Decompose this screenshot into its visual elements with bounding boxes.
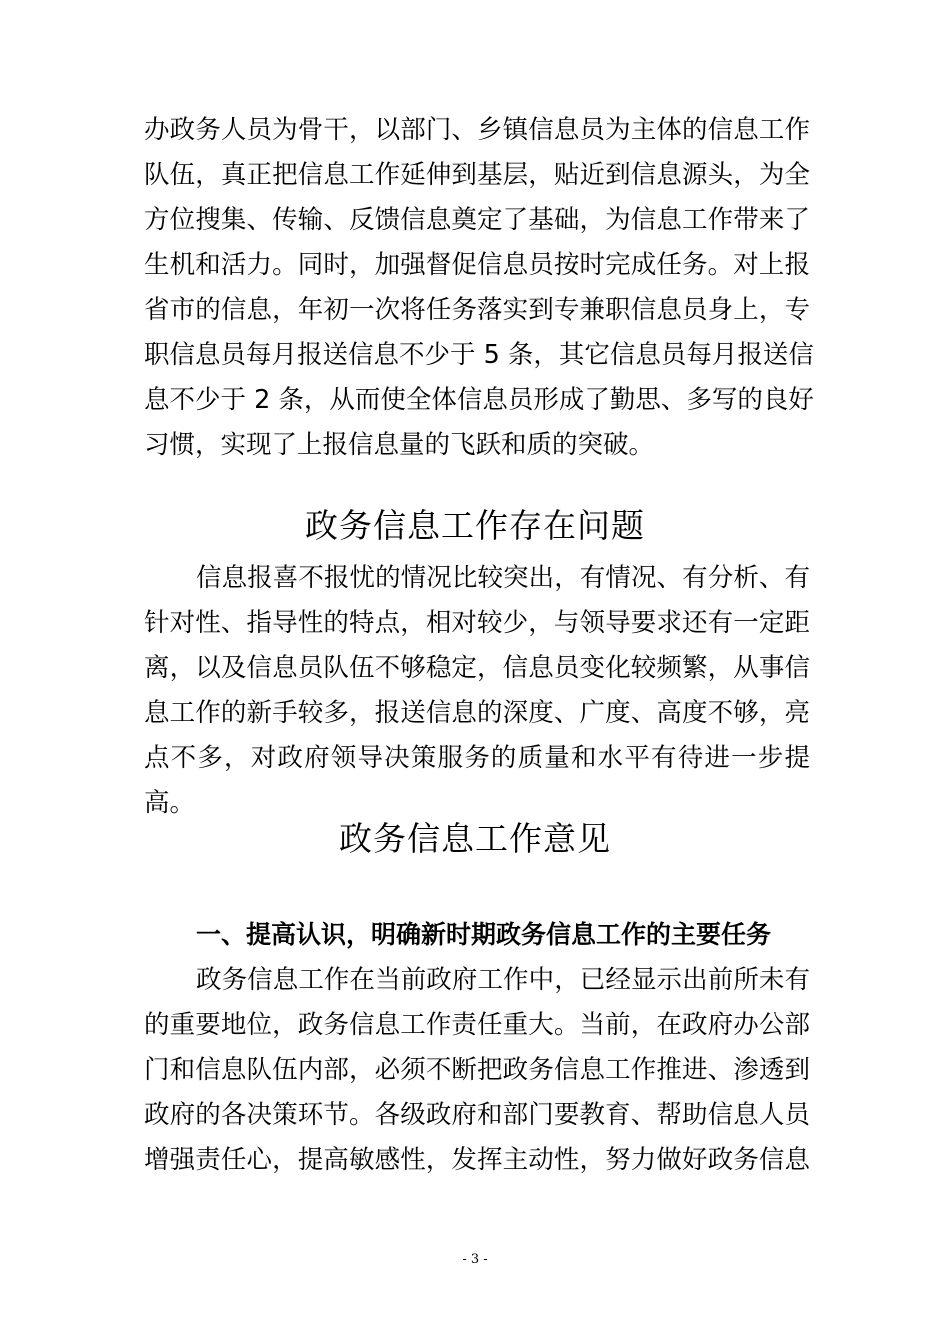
paragraph-line: 政务信息工作在当前政府工作中，已经显示出前所未有 — [196, 965, 810, 995]
section-heading-problems: 政务信息工作存在问题 — [305, 506, 645, 545]
paragraph-line: 政府的各决策环节。各级政府和部门要教育、帮助信息人员 — [144, 1100, 810, 1130]
paragraph-line: 习惯，实现了上报信息量的飞跃和质的突破。 — [144, 430, 655, 460]
section-heading-opinions: 政务信息工作意见 — [339, 819, 611, 858]
paragraph-line: 增强责任心，提高敏感性，发挥主动性，努力做好政务信息 — [144, 1145, 810, 1175]
paragraph-line: 省市的信息，年初一次将任务落实到专兼职信息员身上，专 — [144, 295, 810, 325]
page-number: - 3 - — [462, 1252, 488, 1267]
paragraph-line: 队伍，真正把信息工作延伸到基层，贴近到信息源头，为全 — [144, 160, 810, 190]
paragraph-line: 针对性、指导性的特点，相对较少，与领导要求还有一定距 — [144, 608, 810, 638]
paragraph-line: 信息报喜不报忧的情况比较突出，有情况、有分析、有 — [196, 563, 810, 593]
paragraph-line: 的重要地位，政务信息工作责任重大。当前，在政府办公部 — [144, 1010, 810, 1040]
paragraph-line: 方位搜集、传输、反馈信息奠定了基础，为信息工作带来了 — [144, 205, 810, 235]
subsection-heading: 一、提高认识，明确新时期政务信息工作的主要任务 — [196, 920, 772, 949]
paragraph-line: 门和信息队伍内部，必须不断把政务信息工作推进、渗透到 — [144, 1055, 810, 1085]
paragraph-line: 办政务人员为骨干，以部门、乡镇信息员为主体的信息工作 — [144, 115, 810, 145]
paragraph-line: 息工作的新手较多，报送信息的深度、广度、高度不够，亮 — [144, 698, 810, 728]
paragraph-line: 职信息员每月报送信息不少于 5 条，其它信息员每月报送信 — [144, 340, 814, 370]
paragraph-line: 高。 — [144, 788, 196, 818]
paragraph-line: 息不少于 2 条，从而使全体信息员形成了勤思、多写的良好 — [144, 385, 814, 415]
paragraph-line: 生机和活力。同时，加强督促信息员按时完成任务。对上报 — [144, 250, 810, 280]
paragraph-line: 离，以及信息员队伍不够稳定，信息员变化较频繁，从事信 — [144, 653, 810, 683]
paragraph-line: 点不多，对政府领导决策服务的质量和水平有待进一步提 — [144, 743, 810, 773]
